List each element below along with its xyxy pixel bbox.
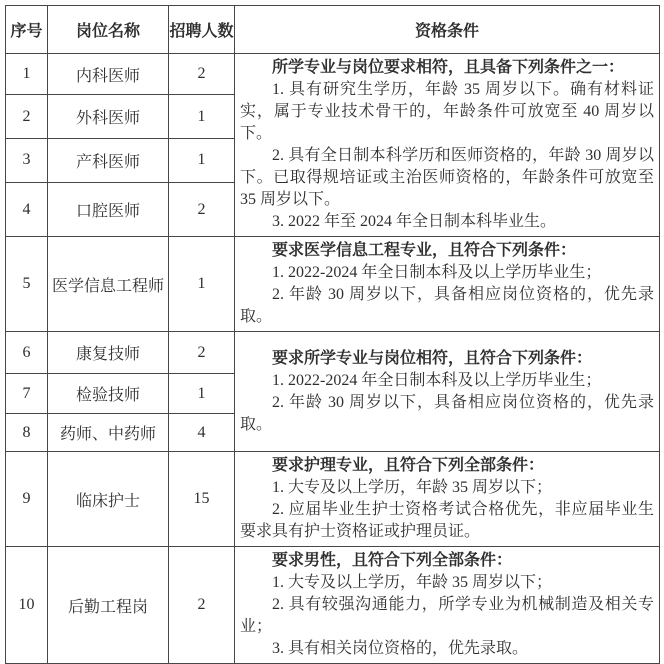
qual-heading: 要求男性，且符合下列全部条件： [272,552,513,569]
position-cell: 口腔医师 [48,183,169,237]
qual-item: 2. 应届毕业生护士资格考试合格优先，非应届毕业生要求具有护士资格证或护理员证。 [240,501,654,540]
qual-item: 2. 年龄 30 周岁以下，具备相应岗位资格的，优先录取。 [240,286,654,325]
table-row [6,547,660,664]
position-cell: 后勤工程岗 [48,547,169,664]
row-number-cell: 10 [6,547,48,664]
position-cell: 药师、中药师 [48,414,169,452]
table-header-row [6,6,660,54]
position-cell: 外科医师 [48,95,169,138]
position-cell: 产科医师 [48,138,169,182]
row-number-cell: 8 [6,414,48,452]
qual-item: 1. 大专及以上学历，年龄 35 周岁以下； [272,479,553,496]
position-cell: 临床护士 [48,452,169,547]
qual-item: 1. 2022-2024 年全日制本科及以上学历毕业生； [272,264,602,281]
count-cell: 1 [169,374,235,414]
count-cell: 2 [169,332,235,374]
count-cell: 4 [169,414,235,452]
header-cell-no: 序号 [6,6,48,54]
row-number-cell: 5 [6,237,48,332]
row-number-cell: 1 [6,54,48,95]
qual-item: 3. 2022 年至 2024 年全日制本科毕业生。 [272,213,557,230]
count-cell: 2 [169,547,235,664]
qual-item: 1. 具有研究生学历，年龄 35 周岁以下。确有材料证实，属于专业技术骨干的，年龄条件可放宽至 40 周岁以下。 [240,81,654,142]
position-cell: 康复技师 [48,332,169,374]
qual-item: 2. 具有全日制本科学历和医师资格的，年龄 30 周岁以下。已取得规培证或主治医师资格的，年龄条件可放宽至 35 周岁以下。 [240,147,654,208]
row-number-cell: 3 [6,138,48,182]
table-row [6,332,660,374]
row-number-cell: 9 [6,452,48,547]
table-row [6,237,660,332]
position-cell: 内科医师 [48,54,169,95]
qualification-cell-doctors [235,54,660,237]
count-cell: 2 [169,183,235,237]
qual-heading: 所学专业与岗位要求相符，且具备下列条件之一： [272,59,625,76]
qual-heading: 要求医学信息工程专业，且符合下列条件： [272,242,577,259]
header-cell-count: 招聘人数 [169,6,235,54]
qual-item: 2. 年龄 30 周岁以下，具备相应岗位资格的，优先录取。 [240,393,654,433]
row-number-cell: 2 [6,95,48,138]
table-row [6,452,660,547]
position-cell: 医学信息工程师 [48,237,169,332]
qual-heading: 要求所学专业与岗位相符，且符合下列条件： [272,349,593,367]
table-row [6,54,660,95]
qualification-cell-logistics [235,547,660,664]
qual-item: 1. 大专及以上学历，年龄 35 周岁以下； [272,574,553,591]
count-cell: 2 [169,54,235,95]
qual-item: 2. 具有较强沟通能力，所学专业为机械制造及相关专业； [240,596,654,635]
recruitment-notice-page [5,5,660,664]
qualification-cell-technicians [235,332,660,452]
position-cell: 检验技师 [48,374,169,414]
count-cell: 1 [169,95,235,138]
row-number-cell: 4 [6,183,48,237]
count-cell: 1 [169,138,235,182]
qual-item: 3. 具有相关岗位资格的，优先录取。 [272,640,529,657]
recruitment-table [5,5,660,664]
qual-heading: 要求护理专业，且符合下列全部条件： [272,457,545,474]
row-number-cell: 6 [6,332,48,374]
header-cell-position: 岗位名称 [48,6,169,54]
qualification-cell-medical-info [235,237,660,332]
header-cell-qualification: 资格条件 [235,6,660,54]
qualification-cell-nurses [235,452,660,547]
qual-item: 1. 2022-2024 年全日制本科及以上学历毕业生； [272,371,602,389]
row-number-cell: 7 [6,374,48,414]
count-cell: 1 [169,237,235,332]
count-cell: 15 [169,452,235,547]
